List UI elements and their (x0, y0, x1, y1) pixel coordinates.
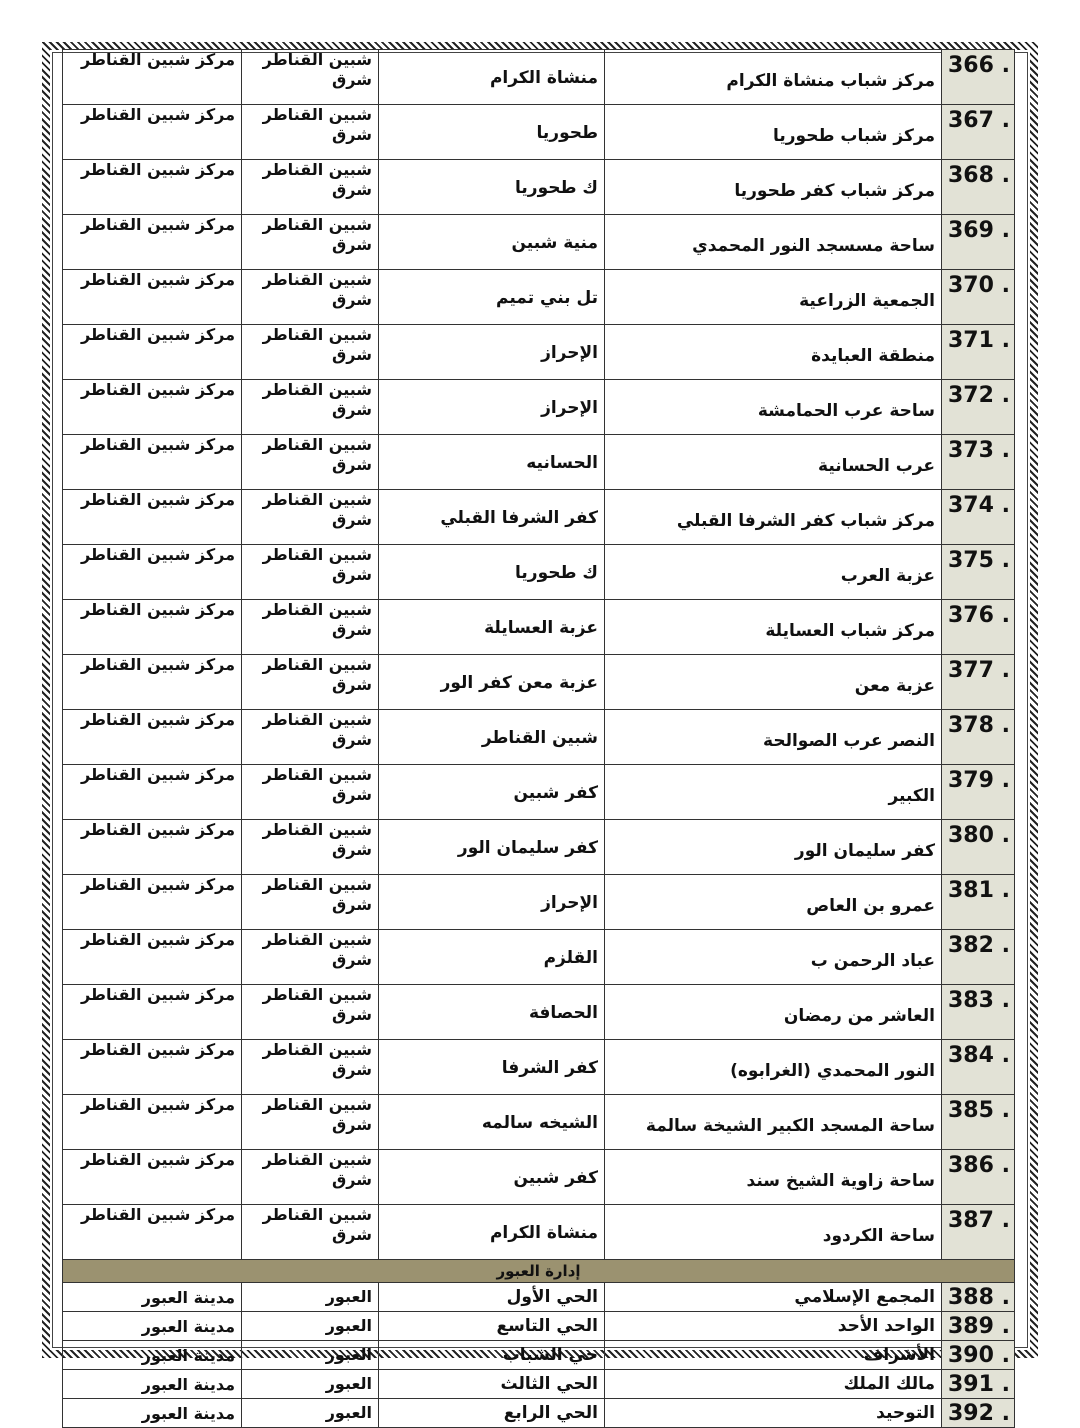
row-number: 386 . (942, 1150, 1015, 1205)
row-number: 375 . (942, 545, 1015, 600)
village-name: حي الشباب (379, 1341, 605, 1370)
table-row (63, 215, 1015, 270)
admin-unit-line1: شبين القناطر (262, 820, 372, 839)
table-row (63, 105, 1015, 160)
village-name: منشاة الكرام (379, 50, 605, 105)
district-center: مركز شبين القناطر (63, 820, 242, 875)
admin-unit-line1: شبين القناطر (262, 1205, 372, 1224)
district-center: مركز شبين القناطر (63, 105, 242, 160)
admin-unit-line2: شرق (332, 400, 372, 419)
row-number: 370 . (942, 270, 1015, 325)
location-name: عزبة معن (605, 655, 942, 710)
table-row (63, 710, 1015, 765)
location-name: النصر عرب الصوالحة (605, 710, 942, 765)
row-number: 379 . (942, 765, 1015, 820)
row-number: 391 . (942, 1370, 1015, 1399)
row-number: 383 . (942, 985, 1015, 1040)
location-name: التوحيد (605, 1399, 942, 1428)
village-name: كفر شبين (379, 1150, 605, 1205)
village-name: كفر سليمان الور (379, 820, 605, 875)
admin-unit-line2: شرق (332, 455, 372, 474)
district-center: مدينة العبور (63, 1370, 242, 1399)
row-number: 367 . (942, 105, 1015, 160)
admin-unit (242, 875, 379, 930)
table-row (63, 930, 1015, 985)
admin-unit: العبور (242, 1399, 379, 1428)
village-name: منية شبين (379, 215, 605, 270)
table-row (63, 160, 1015, 215)
admin-unit-line2: شرق (332, 180, 372, 199)
admin-unit-line1: شبين القناطر (262, 160, 372, 179)
row-number: 389 . (942, 1312, 1015, 1341)
table-row (63, 545, 1015, 600)
district-center: مركز شبين القناطر (63, 985, 242, 1040)
admin-unit-line1: شبين القناطر (262, 50, 372, 69)
admin-unit (242, 215, 379, 270)
row-number: 388 . (942, 1283, 1015, 1312)
village-name: ك طحوريا (379, 545, 605, 600)
admin-unit-line2: شرق (332, 1225, 372, 1244)
admin-unit-line2: شرق (332, 1060, 372, 1079)
district-center: مركز شبين القناطر (63, 50, 242, 105)
location-name: عرب الحسانية (605, 435, 942, 490)
admin-unit-line2: شرق (332, 730, 372, 749)
admin-unit (242, 545, 379, 600)
table-row (63, 1205, 1015, 1260)
admin-unit-line1: شبين القناطر (262, 765, 372, 784)
section-header-row (63, 1260, 1015, 1283)
village-name: كفر الشرفا (379, 1040, 605, 1095)
location-name: مالك الملك (605, 1370, 942, 1399)
table-row (63, 1150, 1015, 1205)
admin-unit (242, 765, 379, 820)
table-row (63, 820, 1015, 875)
row-number: 380 . (942, 820, 1015, 875)
row-number: 381 . (942, 875, 1015, 930)
village-name: الحصافة (379, 985, 605, 1040)
admin-unit-line2: شرق (332, 565, 372, 584)
district-center: مركز شبين القناطر (63, 1095, 242, 1150)
admin-unit (242, 820, 379, 875)
admin-unit (242, 655, 379, 710)
admin-unit-line1: شبين القناطر (262, 490, 372, 509)
row-number: 376 . (942, 600, 1015, 655)
admin-unit-line1: شبين القناطر (262, 710, 372, 729)
admin-unit-line1: شبين القناطر (262, 105, 372, 124)
location-name: مركز شباب كفر طحوريا (605, 160, 942, 215)
village-name: شبين القناطر (379, 710, 605, 765)
table-row (63, 985, 1015, 1040)
village-name: الحي التاسع (379, 1312, 605, 1341)
admin-unit-line1: شبين القناطر (262, 930, 372, 949)
admin-unit (242, 985, 379, 1040)
admin-unit-line2: شرق (332, 895, 372, 914)
district-center: مركز شبين القناطر (63, 325, 242, 380)
location-name: منطقة العبايدة (605, 325, 942, 380)
admin-unit-line1: شبين القناطر (262, 325, 372, 344)
admin-unit-line2: شرق (332, 950, 372, 969)
district-center: مركز شبين القناطر (63, 160, 242, 215)
location-name: الواحد الأحد (605, 1312, 942, 1341)
location-name: ساحة زاوية الشيخ سند (605, 1150, 942, 1205)
admin-unit-line2: شرق (332, 235, 372, 254)
district-center: مركز شبين القناطر (63, 655, 242, 710)
village-name: الإحراز (379, 380, 605, 435)
admin-unit-line2: شرق (332, 70, 372, 89)
admin-unit (242, 930, 379, 985)
table-row (63, 490, 1015, 545)
admin-unit-line1: شبين القناطر (262, 215, 372, 234)
admin-unit-line2: شرق (332, 1115, 372, 1134)
table-row (63, 380, 1015, 435)
admin-unit (242, 160, 379, 215)
district-center: مركز شبين القناطر (63, 490, 242, 545)
location-name: مركز شباب طحوريا (605, 105, 942, 160)
location-name: النور المحمدي (الغرابوه) (605, 1040, 942, 1095)
row-number: 372 . (942, 380, 1015, 435)
row-number: 385 . (942, 1095, 1015, 1150)
admin-unit-line2: شرق (332, 1005, 372, 1024)
admin-unit (242, 435, 379, 490)
row-number: 373 . (942, 435, 1015, 490)
admin-unit-line1: شبين القناطر (262, 1040, 372, 1059)
district-center: مركز شبين القناطر (63, 215, 242, 270)
location-name: المجمع الإسلامي (605, 1283, 942, 1312)
admin-unit (242, 325, 379, 380)
admin-unit (242, 1205, 379, 1260)
admin-unit-line2: شرق (332, 620, 372, 639)
admin-unit (242, 50, 379, 105)
village-name: كفر شبين (379, 765, 605, 820)
row-number: 390 . (942, 1341, 1015, 1370)
location-name: مركز شباب كفر الشرفا القبلي (605, 490, 942, 545)
row-number: 371 . (942, 325, 1015, 380)
table-row (63, 655, 1015, 710)
location-name: عمرو بن العاص (605, 875, 942, 930)
table-row (63, 1040, 1015, 1095)
village-name: عزبة العسايلة (379, 600, 605, 655)
village-name: عزبة معن كفر الور (379, 655, 605, 710)
section-title: إدارة العبور (63, 1260, 1015, 1283)
village-name: ك طحوريا (379, 160, 605, 215)
admin-unit (242, 380, 379, 435)
district-center: مركز شبين القناطر (63, 765, 242, 820)
admin-unit (242, 710, 379, 765)
location-name: ساحة عرب الحمامشة (605, 380, 942, 435)
location-name: كفر سليمان الور (605, 820, 942, 875)
table-row (63, 270, 1015, 325)
table-row (63, 1283, 1015, 1312)
village-name: الحي الثالث (379, 1370, 605, 1399)
admin-unit: العبور (242, 1283, 379, 1312)
table-row (63, 435, 1015, 490)
district-center: مركز شبين القناطر (63, 1150, 242, 1205)
admin-unit-line2: شرق (332, 840, 372, 859)
village-name: الشيخه سالمه (379, 1095, 605, 1150)
location-name: ساحة مسسجد النور المحمدي (605, 215, 942, 270)
admin-unit-line2: شرق (332, 125, 372, 144)
row-number: 382 . (942, 930, 1015, 985)
admin-unit (242, 490, 379, 545)
admin-unit: العبور (242, 1341, 379, 1370)
district-center: مدينة العبور (63, 1341, 242, 1370)
admin-unit (242, 1150, 379, 1205)
row-number: 374 . (942, 490, 1015, 545)
admin-unit-line2: شرق (332, 290, 372, 309)
table-row (63, 875, 1015, 930)
admin-unit (242, 600, 379, 655)
table-row (63, 325, 1015, 380)
admin-unit-line1: شبين القناطر (262, 380, 372, 399)
table-row (63, 1095, 1015, 1150)
location-name: ساحة المسجد الكبير الشيخة سالمة (605, 1095, 942, 1150)
entries-table (62, 49, 1015, 1428)
village-name: الحسانيه (379, 435, 605, 490)
admin-unit-line1: شبين القناطر (262, 270, 372, 289)
district-center: مدينة العبور (63, 1312, 242, 1341)
table-row (63, 600, 1015, 655)
row-number: 368 . (942, 160, 1015, 215)
district-center: مركز شبين القناطر (63, 380, 242, 435)
table-row (63, 50, 1015, 105)
village-name: تل بني تميم (379, 270, 605, 325)
row-number: 366 . (942, 50, 1015, 105)
admin-unit-line2: شرق (332, 1170, 372, 1189)
admin-unit-line1: شبين القناطر (262, 1095, 372, 1114)
district-center: مركز شبين القناطر (63, 270, 242, 325)
district-center: مركز شبين القناطر (63, 1205, 242, 1260)
village-name: الحي الأول (379, 1283, 605, 1312)
district-center: مدينة العبور (63, 1283, 242, 1312)
admin-unit-line2: شرق (332, 510, 372, 529)
district-center: مركز شبين القناطر (63, 1040, 242, 1095)
table-row (63, 1312, 1015, 1341)
admin-unit-line2: شرق (332, 785, 372, 804)
table-row (63, 765, 1015, 820)
admin-unit-line1: شبين القناطر (262, 655, 372, 674)
district-center: مركز شبين القناطر (63, 930, 242, 985)
row-number: 378 . (942, 710, 1015, 765)
admin-unit (242, 1040, 379, 1095)
admin-unit-line1: شبين القناطر (262, 600, 372, 619)
location-name: عباد الرحمن ب (605, 930, 942, 985)
village-name: منشاة الكرام (379, 1205, 605, 1260)
district-center: مركز شبين القناطر (63, 875, 242, 930)
table-row (63, 1341, 1015, 1370)
row-number: 392 . (942, 1399, 1015, 1428)
admin-unit: العبور (242, 1370, 379, 1399)
row-number: 387 . (942, 1205, 1015, 1260)
district-center: مركز شبين القناطر (63, 545, 242, 600)
district-center: مركز شبين القناطر (63, 600, 242, 655)
row-number: 377 . (942, 655, 1015, 710)
admin-unit-line1: شبين القناطر (262, 875, 372, 894)
village-name: الإحراز (379, 325, 605, 380)
village-name: الإحراز (379, 875, 605, 930)
admin-unit-line1: شبين القناطر (262, 435, 372, 454)
district-center: مركز شبين القناطر (63, 710, 242, 765)
location-name: مركز شباب منشاة الكرام (605, 50, 942, 105)
location-name: مركز شباب العسايلة (605, 600, 942, 655)
admin-unit (242, 1095, 379, 1150)
location-name: ساحة الكردود (605, 1205, 942, 1260)
entries-table-body (63, 50, 1015, 1428)
admin-unit (242, 105, 379, 160)
district-center: مركز شبين القناطر (63, 435, 242, 490)
location-name: الكبير (605, 765, 942, 820)
district-center: مدينة العبور (63, 1399, 242, 1428)
admin-unit-line1: شبين القناطر (262, 545, 372, 564)
location-name: العاشر من رمضان (605, 985, 942, 1040)
admin-unit-line2: شرق (332, 345, 372, 364)
admin-unit-line1: شبين القناطر (262, 985, 372, 1004)
admin-unit-line2: شرق (332, 675, 372, 694)
table-row (63, 1399, 1015, 1428)
row-number: 369 . (942, 215, 1015, 270)
location-name: الأشراف (605, 1341, 942, 1370)
admin-unit-line1: شبين القناطر (262, 1150, 372, 1169)
location-name: الجمعية الزراعية (605, 270, 942, 325)
table-row (63, 1370, 1015, 1399)
admin-unit: العبور (242, 1312, 379, 1341)
village-name: القلزم (379, 930, 605, 985)
row-number: 384 . (942, 1040, 1015, 1095)
village-name: كفر الشرفا القبلي (379, 490, 605, 545)
village-name: طحوريا (379, 105, 605, 160)
village-name: الحي الرابع (379, 1399, 605, 1428)
admin-unit (242, 270, 379, 325)
location-name: عزبة العرب (605, 545, 942, 600)
